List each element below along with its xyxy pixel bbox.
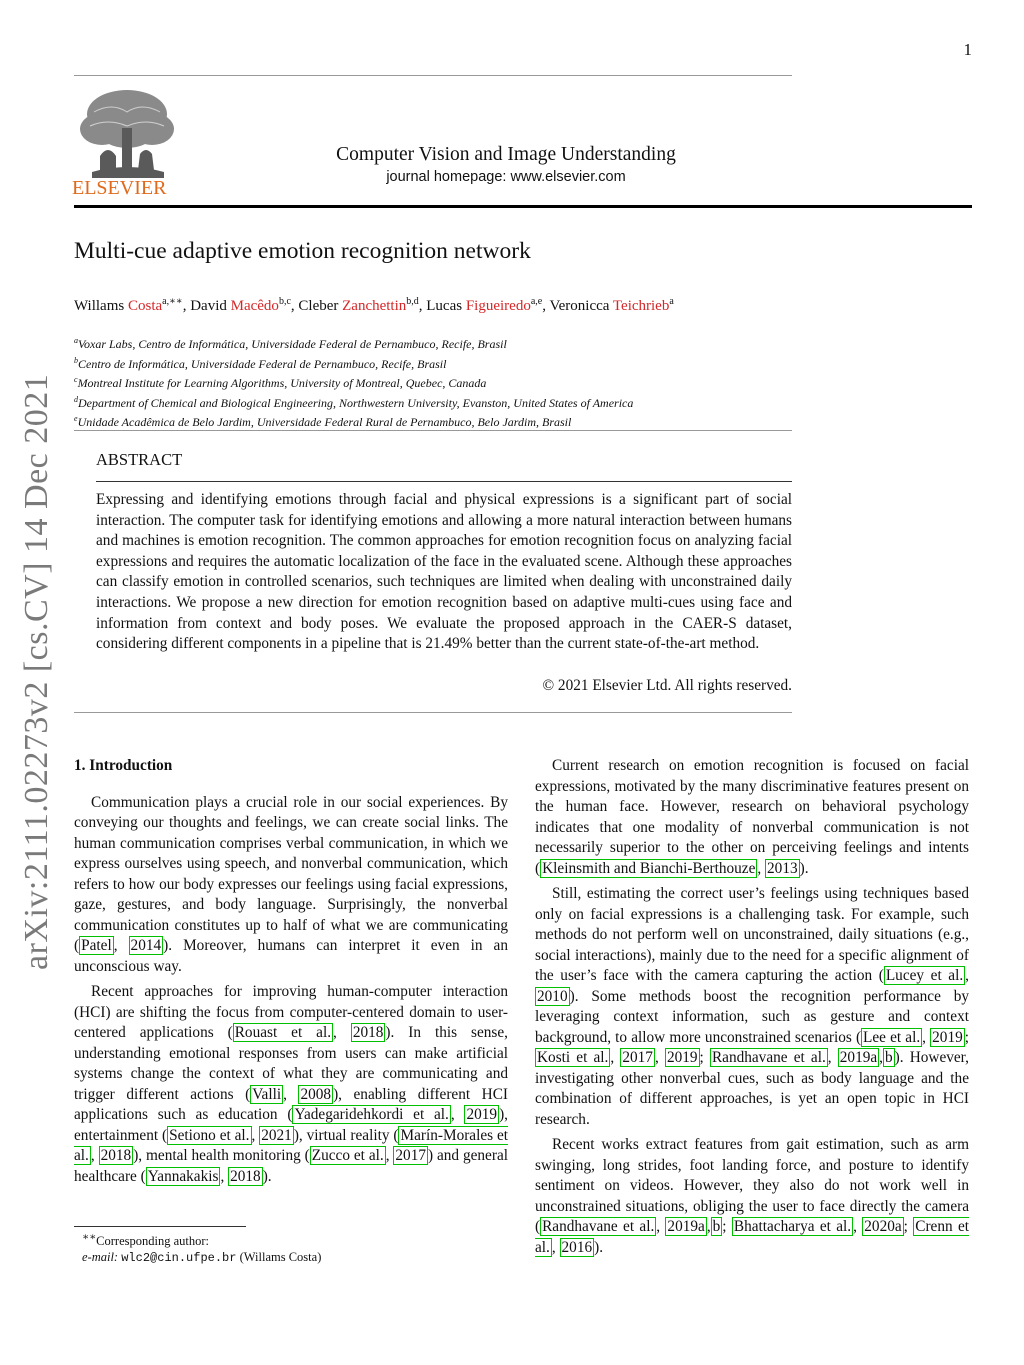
paper-title: Multi-cue adaptive emotion recognition network bbox=[74, 238, 531, 264]
citation-link[interactable]: 2013 bbox=[767, 859, 798, 877]
citation-link[interactable]: 2019 bbox=[466, 1106, 498, 1123]
author-link[interactable]: Macêdo bbox=[230, 298, 279, 314]
publisher-name: ELSEVIER bbox=[72, 177, 167, 199]
author-affil-mark: b,d bbox=[406, 296, 419, 307]
citation-link[interactable]: 2017 bbox=[622, 1049, 653, 1066]
author-affil-mark: b,c bbox=[278, 296, 291, 307]
footnote-label-line: ∗∗Corresponding author: bbox=[82, 1232, 209, 1249]
citation-link[interactable]: 2018 bbox=[100, 1147, 132, 1164]
affiliation: $^a$Voxar Labs, Centro de Informática, Universidade Federal de Pernambuco, Recife, Brasil bbox=[74, 336, 507, 351]
citation-link[interactable]: Crenn et al. bbox=[535, 1218, 969, 1256]
section-heading: 1. Introduction bbox=[74, 757, 173, 774]
header-bottom-rule bbox=[74, 205, 972, 208]
citation-link[interactable]: 2021 bbox=[261, 1126, 292, 1144]
citation-link[interactable]: b bbox=[712, 1218, 721, 1235]
abstract-top-rule bbox=[74, 430, 792, 431]
author-first-name: Willams bbox=[74, 298, 125, 314]
citation-link[interactable]: 2017 bbox=[395, 1147, 426, 1164]
author-link[interactable]: Zanchettin bbox=[342, 298, 407, 314]
header-top-rule bbox=[74, 75, 792, 76]
citation-link[interactable]: 2019a bbox=[839, 1049, 878, 1066]
citation-link[interactable]: Bhattacharya et al. bbox=[733, 1218, 852, 1235]
footnote-email-line: e-mail: wlc2@cin.ufpe.br (Willams Costa) bbox=[82, 1250, 322, 1266]
footnote-rule bbox=[74, 1226, 246, 1227]
journal-title: Computer Vision and Image Understanding bbox=[336, 144, 676, 165]
citation-link[interactable]: Rouast et al. bbox=[234, 1024, 332, 1041]
author-affil-mark: a bbox=[669, 296, 674, 307]
author-link[interactable]: Figueiredo bbox=[465, 298, 531, 314]
author-first-name: David bbox=[190, 298, 227, 314]
author-first-name: Veronicca bbox=[549, 298, 610, 314]
citation-link[interactable]: Setiono et al. bbox=[169, 1126, 250, 1144]
citation-link[interactable]: Marín-Morales et al. bbox=[74, 1126, 509, 1164]
paragraph: Recent approaches for improving human-computer interaction (HCI) are shifting the focus from computer-centered domain to user-centered applications ( Rouast et al. , 2018 ). In this sense, understanding emotional responses from users can make artificial systems change the context of what they are communicating and trigger different actions ( Valli , 2008 ), enabling different HCI applications such as education ( Yadegaridehkordi et al. , 2019 ), entertainment ( Setiono et al. , 2021 ), virtual reality ( Marín-Morales et al. , 2018 ), mental health monitoring ( Zucco et al. , 2017 ) and general healthcare ( Yannakakis , 2018 ). bbox=[74, 983, 509, 1185]
citation-link[interactable]: Randhavane et al. bbox=[542, 1218, 655, 1235]
abstract-heading: ABSTRACT bbox=[96, 450, 183, 469]
citation-link[interactable]: 2010 bbox=[537, 987, 568, 1005]
paragraph: Current research on emotion recognition is focused on facial expressions, motivated by the many discriminative features present on the human face. However, research on behavioral psychology indicates that one modality of nonverbal communication is not necessarily superior to the other on perceiving feelings and intents ( Kleinsmith and Bianchi-Berthouze , 2013 ). bbox=[535, 757, 969, 877]
journal-homepage: journal homepage: www.elsevier.com bbox=[386, 169, 626, 185]
citation-link[interactable]: 2019 bbox=[932, 1028, 963, 1046]
author-list: Willams Costa$^{a,∗∗}$, David Macêdo$^{b,c}$, Cleber Zanchettin$^{b,d}$, Lucas Figueiredo$^{a,e}$, Veronicca Teichrieb$^a$ bbox=[74, 296, 674, 314]
citation-link[interactable]: Kleinsmith and Bianchi-Berthouze bbox=[542, 859, 756, 877]
citation-link[interactable]: Lucey et al. bbox=[885, 967, 964, 984]
left-column bbox=[74, 756, 508, 1187]
copyright-notice: © 2021 Elsevier Ltd. All rights reserved. bbox=[542, 677, 792, 694]
abstract-heading-rule bbox=[96, 481, 792, 482]
citation-link[interactable]: 2016 bbox=[561, 1238, 593, 1256]
author-link[interactable]: Costa bbox=[127, 298, 163, 314]
citation-link[interactable]: Kosti et al. bbox=[537, 1049, 609, 1066]
citation-link[interactable]: b bbox=[884, 1049, 893, 1066]
affiliation: $^c$Montreal Institute for Learning Algorithms, University of Montreal, Quebec, Canada bbox=[74, 375, 487, 391]
citation-link[interactable]: 2019a bbox=[667, 1218, 705, 1235]
paragraph: Recent works extract features from gait estimation, such as arm swinging, long strides, foot landing force, and posture to identify sentiment on videos. However, they also do not work well in unconstrained situations, obliging the user to face directly the camera ( Randhavane et al. , 2019a , b ; Bhattacharya et al. , 2020a ; Crenn et al. , 2016 ). bbox=[535, 1136, 969, 1256]
elsevier-logo bbox=[72, 84, 184, 199]
footnote bbox=[82, 1230, 321, 1266]
citation-link[interactable]: Zucco et al. bbox=[311, 1147, 384, 1164]
citation-link[interactable]: Yadegaridehkordi et al. bbox=[294, 1106, 449, 1123]
citation-link[interactable]: Randhavane et al. bbox=[711, 1049, 826, 1066]
citation-link[interactable]: 2019 bbox=[666, 1049, 698, 1066]
citation-link[interactable]: 2014 bbox=[130, 937, 162, 954]
paragraph: Communication plays a crucial role in our social experiences. By conveying our thoughts and feelings, we can create social links. The human communication comprises verbal communication, in which we express ourselves using speech, and nonverbal communication, which refers to how our body expresses our feelings using facial expressions, gaze, gestures, and body language. Surprisingly, the nonverbal communication constitutes up to half of what we are communicating ( Patel , 2014 ). Moreover, humans can interpret it even in an unconscious way. bbox=[74, 793, 508, 975]
elsevier-tree-icon bbox=[72, 84, 184, 199]
citation-link[interactable]: Yannakakis bbox=[147, 1167, 219, 1185]
citation-link[interactable]: 2018 bbox=[230, 1167, 261, 1185]
author-affil-mark: a,e bbox=[530, 296, 543, 307]
affiliation: $^b$Centro de Informática, Universidade Federal de Pernambuco, Recife, Brasil bbox=[74, 355, 447, 371]
paragraph: Still, estimating the correct user’s feelings using techniques based only on facial expressions is a challenging task. For example, such methods do not perform well on unconstrained, daily situations (e.g., social interactions), mainly due to the need for a specific alignment of the user’s face with the camera capturing the action ( Lucey et al. , 2010 ). Some methods boost the recognition performance by leveraging context information, such as gesture and context background, to allow more unconstrained scenarios ( Lee et al. , 2019 ; Kosti et al. , 2017 , 2019 ; Randhavane et al. , 2019a , b ). However, investigating other nonverbal cues, such as body language and the combination of different approaches, is yet an open topic in HCI research. bbox=[535, 885, 969, 1128]
email-link[interactable]: wlc2@cin.ufpe.br bbox=[121, 1251, 237, 1266]
citation-link[interactable]: 2018 bbox=[352, 1024, 384, 1041]
citation-link[interactable]: Valli bbox=[252, 1085, 282, 1103]
author-affil-mark: a,∗∗ bbox=[162, 296, 183, 307]
arxiv-identifier: arXiv:2111.02273v2 [cs.CV] 14 Dec 2021 bbox=[18, 373, 55, 970]
citation-link[interactable]: 2020a bbox=[864, 1218, 902, 1235]
author-first-name: Lucas bbox=[426, 298, 463, 314]
abstract-bottom-rule bbox=[74, 712, 792, 713]
affiliation: $^d$Department of Chemical and Biological Engineering, Northwestern University, Evanston, United States of America bbox=[74, 394, 634, 410]
author-first-name: Cleber bbox=[298, 298, 339, 314]
affiliation: $^e$Unidade Acadêmica de Belo Jardim, Universidade Federal Rural de Pernambuco, Belo Jardim, Brasil bbox=[74, 414, 572, 430]
right-column bbox=[535, 756, 969, 1258]
author-link[interactable]: Teichrieb bbox=[612, 298, 670, 314]
citation-link[interactable]: 2008 bbox=[300, 1085, 332, 1103]
citation-link[interactable]: Lee et al. bbox=[863, 1028, 921, 1046]
page-number: 1 bbox=[963, 40, 972, 59]
abstract-body: Expressing and identifying emotions through facial and physical expressions is a significant part of social interaction. The computer task for identifying emotions and allowing a more natural interaction between humans and machines is emotion recognition. The common approaches for emotion recognition focus on analyzing facial expressions and requires the automatic localization of the face in the evaluated scene. Although these approaches can classify emotion in controlled scenarios, such techniques are limited when dealing with unconstrained daily interactions. We propose a new direction for emotion recognition based on adaptive multi-cues using face and information from context and body poses. We evaluate the proposed approach in the CAER-S dataset, considering different components in a pipeline that is 21.49% better than the current state-of-the-art method. bbox=[96, 491, 792, 653]
citation-link[interactable]: Patel bbox=[81, 937, 112, 954]
affiliation-list bbox=[74, 333, 633, 431]
